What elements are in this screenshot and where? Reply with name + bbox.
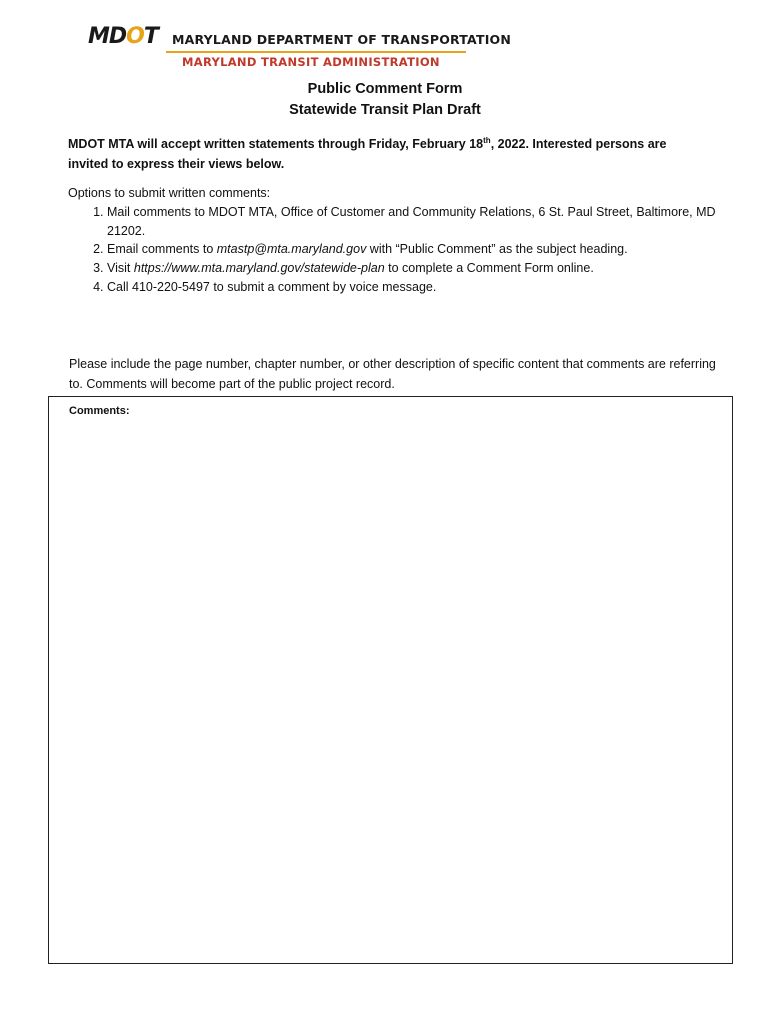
department-name: MARYLAND DEPARTMENT OF TRANSPORTATION [172,32,512,47]
option-email-prefix: Email comments to [107,242,217,257]
option-web [107,259,718,278]
option-mail-text: Mail comments to MDOT MTA, Office of Customer and Community Relations, 6 St. Paul Street, Baltimore, MD 21202. [107,204,716,238]
option-email-suffix: with “Public Comment” as the subject heading. [366,242,628,257]
deadline-text-start: MDOT MTA will accept written statements through Friday, February 18 [68,137,484,151]
email-link[interactable]: mtastp@mta.maryland.gov [216,242,367,257]
form-title-line1: Public Comment Form [307,81,463,97]
logo-divider [166,51,466,53]
agency-name: MARYLAND TRANSIT ADMINISTRATION [182,55,440,69]
form-title [0,79,770,121]
web-link[interactable]: https://www.mta.maryland.gov/statewide-plan [133,261,385,276]
options-heading: Options to submit written comments: [68,186,271,200]
option-phone-text: Call 410-220-5497 to submit a comment by voice message. [107,279,437,294]
deadline-text-end: , 2022. Interested persons are invited to express their views below. [68,137,667,171]
option-web-prefix: Visit [107,261,134,276]
comments-label: Comments: [69,405,130,417]
deadline-superscript: th [483,135,491,145]
mdot-logo [88,24,512,70]
instruction-note: Please include the page number, chapter number, or other description of specific content that comments are referring to. Comments will become part of the public project record. [69,357,716,391]
submission-options [68,184,718,297]
option-web-suffix: to complete a Comment Form online. [384,261,594,276]
logo-mark: MDOT [88,24,158,49]
option-email [107,240,718,259]
options-list [68,203,718,297]
option-phone [107,278,718,297]
comments-field[interactable] [48,396,733,964]
option-mail [107,203,718,241]
deadline-statement [68,135,708,174]
form-title-line2: Statewide Transit Plan Draft [289,102,481,118]
